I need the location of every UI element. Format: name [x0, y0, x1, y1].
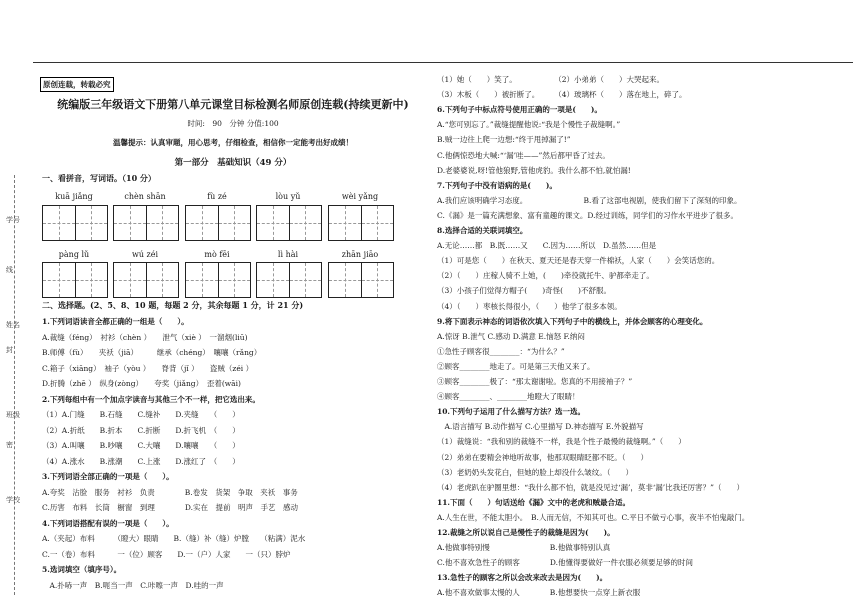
pinyin-label: pàng lǔ: [58, 250, 90, 259]
pinyin-label: fù zé: [207, 192, 227, 201]
pinyin-label: kuā jiǎng: [55, 192, 93, 201]
question-stem: 7.下列句子中没有语病的是( )。: [437, 180, 557, 190]
question-option: （3）木板（ ）被折断了。 （4）玻璃杯（ ）落在地上，碎了。: [437, 90, 687, 100]
header-rule: [33, 62, 853, 63]
exam-meta: 时间: 90 分钟 分值:100: [187, 119, 279, 128]
question-option: D.折腾（zhē ） 纵身(zòng） 夸奖（jiǎng） 歪着(wāi): [42, 379, 241, 388]
question-option: A.语言描写 B.动作描写 C.心里描写 D.神态描写 E.外貌描写: [437, 422, 644, 432]
pinyin-label: mò fēi: [204, 250, 230, 259]
question-stem: 10.下列句子运用了什么描写方法？选一选。: [437, 407, 586, 417]
question-option: A.夸奖 沾脸 服务 衬衫 负责 B.卷发 货架 争取 夹袄 事务: [42, 487, 298, 497]
question-stem: 13.急性子的顾客之所以会改来改去是因为( )。: [437, 573, 608, 583]
question-option: （3）老奶奶头发花白，但她的脸上却没什么皱纹。（ ）: [437, 467, 634, 477]
question-stem: 11.下面（ ）句话送给《漏》文中的老虎和贼最合适。: [437, 497, 631, 507]
writing-grid[interactable]: [328, 262, 394, 298]
question-option: C.《漏》是一篇充满想象、富有童趣的课文。D.经过训练，同学们的习作水平进步了很多。: [437, 210, 738, 220]
question-option: （1）她（ ）笑了。 （2）小弟弟（ ）大哭起来。: [437, 75, 665, 84]
question-option: A.（夹起）布料 （瞪大）眼睛 B.（缝）补（缝）炉膛 （粘满）泥水: [42, 534, 306, 543]
question-option: A.人生在世，不能太胆小。 B.人而无信，不知其可也。C.平日不做亏心事，夜半不怕鬼敲门。: [437, 512, 750, 522]
pinyin-label: wú zéi: [131, 250, 159, 259]
question-option: ①急性子顾客很________：“为什么？”: [437, 346, 565, 356]
page-title: 统编版三年级语文下册第八单元课堂目标检测名师原创连载(持续更新中): [57, 98, 409, 111]
question-option: （4）（ ）枣核长得很小，（ ）他学了很多本领。: [437, 301, 622, 311]
question-option: A.我们应该明确学习态度。 B.看了这部电视剧，使我们留下了深刻的印象。: [437, 195, 742, 205]
pinyin-label: chèn shān: [124, 192, 166, 201]
question-option: A.“您可别忘了。”裁缝提醒他说:“我是个慢性子裁缝啊。”: [437, 120, 621, 130]
binding-label-class: 班级: [6, 411, 20, 419]
part-heading: 第一部分 基础知识（49 分）: [174, 158, 292, 168]
question-option: （1）裁缝说：“我和别的裁缝不一样，我是个性子最慢的裁缝啊。”（ ）: [437, 437, 686, 447]
question-option: A.惊讶 B.泄气 C.感动 D.满意 E.恼怒 F.纳闷: [437, 331, 585, 341]
binding-label-school: 学校: [6, 496, 20, 504]
pinyin-label: lòu yǔ: [275, 192, 301, 201]
question-option: A.扑哧一声 B.呃当一声 C.咔嚓一声 D.哇的一声: [42, 580, 224, 590]
question-option: （4）老虎趴在驴圈里想：“我什么都不怕，就是没见过‘漏’，莫非‘漏’比我还厉害？”（ ）: [437, 482, 744, 492]
pinyin-label: wèi yǎng: [341, 192, 379, 201]
question-stem: 6.下列句子中标点符号使用正确的一项是( )。: [437, 105, 602, 115]
question-option: A.他做事特别慢 B.他做事特别认真: [437, 543, 611, 553]
question-stem: 2.下列每组中有一个加点字读音与其他三个不一样，把它选出来。: [42, 394, 260, 404]
section2-heading: 二、选择题。(2、5、8、10 题，每题 2 分，其余每题 1 分，计 21 分): [42, 300, 304, 310]
writing-grid[interactable]: [42, 262, 108, 298]
binding-dashed-line: [14, 175, 15, 595]
question-stem: 5.选词填空（填序号）。: [42, 565, 122, 574]
question-option: B.师傅（fù） 夹袄（jiā） 继承（chéng） 嚷嚷（rǎng）: [42, 348, 262, 357]
question-option: （2）A.折纸 B.折本 C.折断 D.折飞机 （ ）: [42, 425, 240, 435]
question-option: ②顾客________地走了。可是第三天他又来了。: [437, 361, 595, 371]
writing-grid[interactable]: [113, 205, 179, 241]
binding-label-name: 姓名: [6, 321, 20, 329]
question-stem: 8.选择合适的关联词填空。: [437, 226, 528, 235]
binding-label-line: 线: [6, 266, 13, 274]
writing-grid[interactable]: [328, 205, 394, 241]
question-option: C.他不喜欢急性子的顾客 D.他懂得要做好一件衣服必须要足够的时间: [437, 558, 693, 568]
question-option: （3）小孩子们觉得方帽子( )奇怪( )不舒服。: [437, 286, 611, 296]
question-option: A.他不喜欢做事太慢的人 B.他想要快一点穿上新衣服: [437, 588, 641, 598]
exam-tip: 温馨提示：认真审题，用心思考，仔细检查，相信你一定能考出好成绩！: [113, 138, 353, 147]
binding-label-closed: 密: [6, 441, 13, 449]
question-option: （4）A.涨水 B.涨潮 C.上涨 D.涨红了 （ ）: [42, 456, 240, 466]
writing-grid[interactable]: [185, 262, 251, 298]
writing-grid[interactable]: [256, 205, 322, 241]
question-option: ③顾客________极了：“那太谢谢啦。您真的不用接袖子？”: [437, 377, 633, 386]
question-option: C.他俩惊恐地大喊:“‘漏’哇——”然后都甲昏了过去。: [437, 150, 610, 160]
question-option: D.老婆婆说,呀!管他狼野,管他虎豹。我什么都不怕,就怕漏!: [437, 165, 631, 175]
binding-margin: [4, 175, 32, 595]
writing-grid[interactable]: [256, 262, 322, 298]
copyright-tag: 原创连载，转载必究: [40, 77, 114, 92]
pinyin-label: lì hài: [277, 250, 299, 259]
question-option: （2）弟弟在要精会神地听故事，他那双眼睛眨都不眨。（ ）: [437, 452, 649, 462]
question-option: C.箱子（xiāng） 袖子（yòu ） 脊背（jǐ ） 盗贼（zéi ）: [42, 363, 254, 373]
question-option: A.裁缝（féng） 衬衫（chèn ） 泄气（xiè ） 一溜烟(liū): [42, 332, 248, 342]
question-option: ④顾客________、________地瞪大了眼睛！: [437, 392, 580, 402]
question-option: C.一（卷）布料 一（位）顾客 D.一（户）人家 一（只）脖炉: [42, 549, 291, 559]
question-option: （2）（ ）庄稼人骑不上她，( )牵役就托牛、驴都牵走了。: [437, 271, 654, 281]
question-stem: 1.下列词语读音全都正确的一组是（ ）。: [42, 317, 189, 326]
question-option: （1）A.门缝 B.石缝 C.缝补 D.夹缝 （ ）: [42, 410, 240, 419]
binding-label-student-number: 学号: [6, 216, 20, 224]
question-option: A.无论……都 B.既……又 C.因为……所以 D.虽然……但是: [437, 241, 657, 251]
writing-grid[interactable]: [185, 205, 251, 241]
question-option: B.贼一边往上爬一边想:“终于甩掉漏了!”: [437, 135, 571, 145]
pinyin-label: zhān jiāo: [341, 250, 379, 259]
question-stem: 3.下列词语全部正确的一项是（ ）。: [42, 472, 174, 481]
question-stem: 12.裁缝之所以说自己是慢性子的裁缝是因为( )。: [437, 528, 615, 537]
question-option: （3）A.叫嚷 B.吵嚷 C.大嚷 D.嚷嚷 （ ）: [42, 441, 240, 450]
question-stem: 4.下列词语搭配有误的一项是（ ）。: [42, 518, 174, 528]
binding-label-seal: 封: [6, 346, 13, 354]
writing-grid[interactable]: [42, 205, 108, 241]
question-stem: 9.将下面表示神态的词语依次填入下列句子中的横线上，并体会顾客的心理变化。: [437, 316, 708, 326]
section1-heading: 一、看拼音，写词语。（10 分）: [42, 173, 156, 183]
question-option: （1）可是您（ ）在秋天、夏天还是春天穿一件棉袄，人家（ ）会笑话您的。: [437, 256, 720, 266]
question-option: C.历害 布料 长筒 橱窗 到理 D.实在 提前 明声 手艺 感动: [42, 503, 298, 512]
writing-grid[interactable]: [113, 262, 179, 298]
